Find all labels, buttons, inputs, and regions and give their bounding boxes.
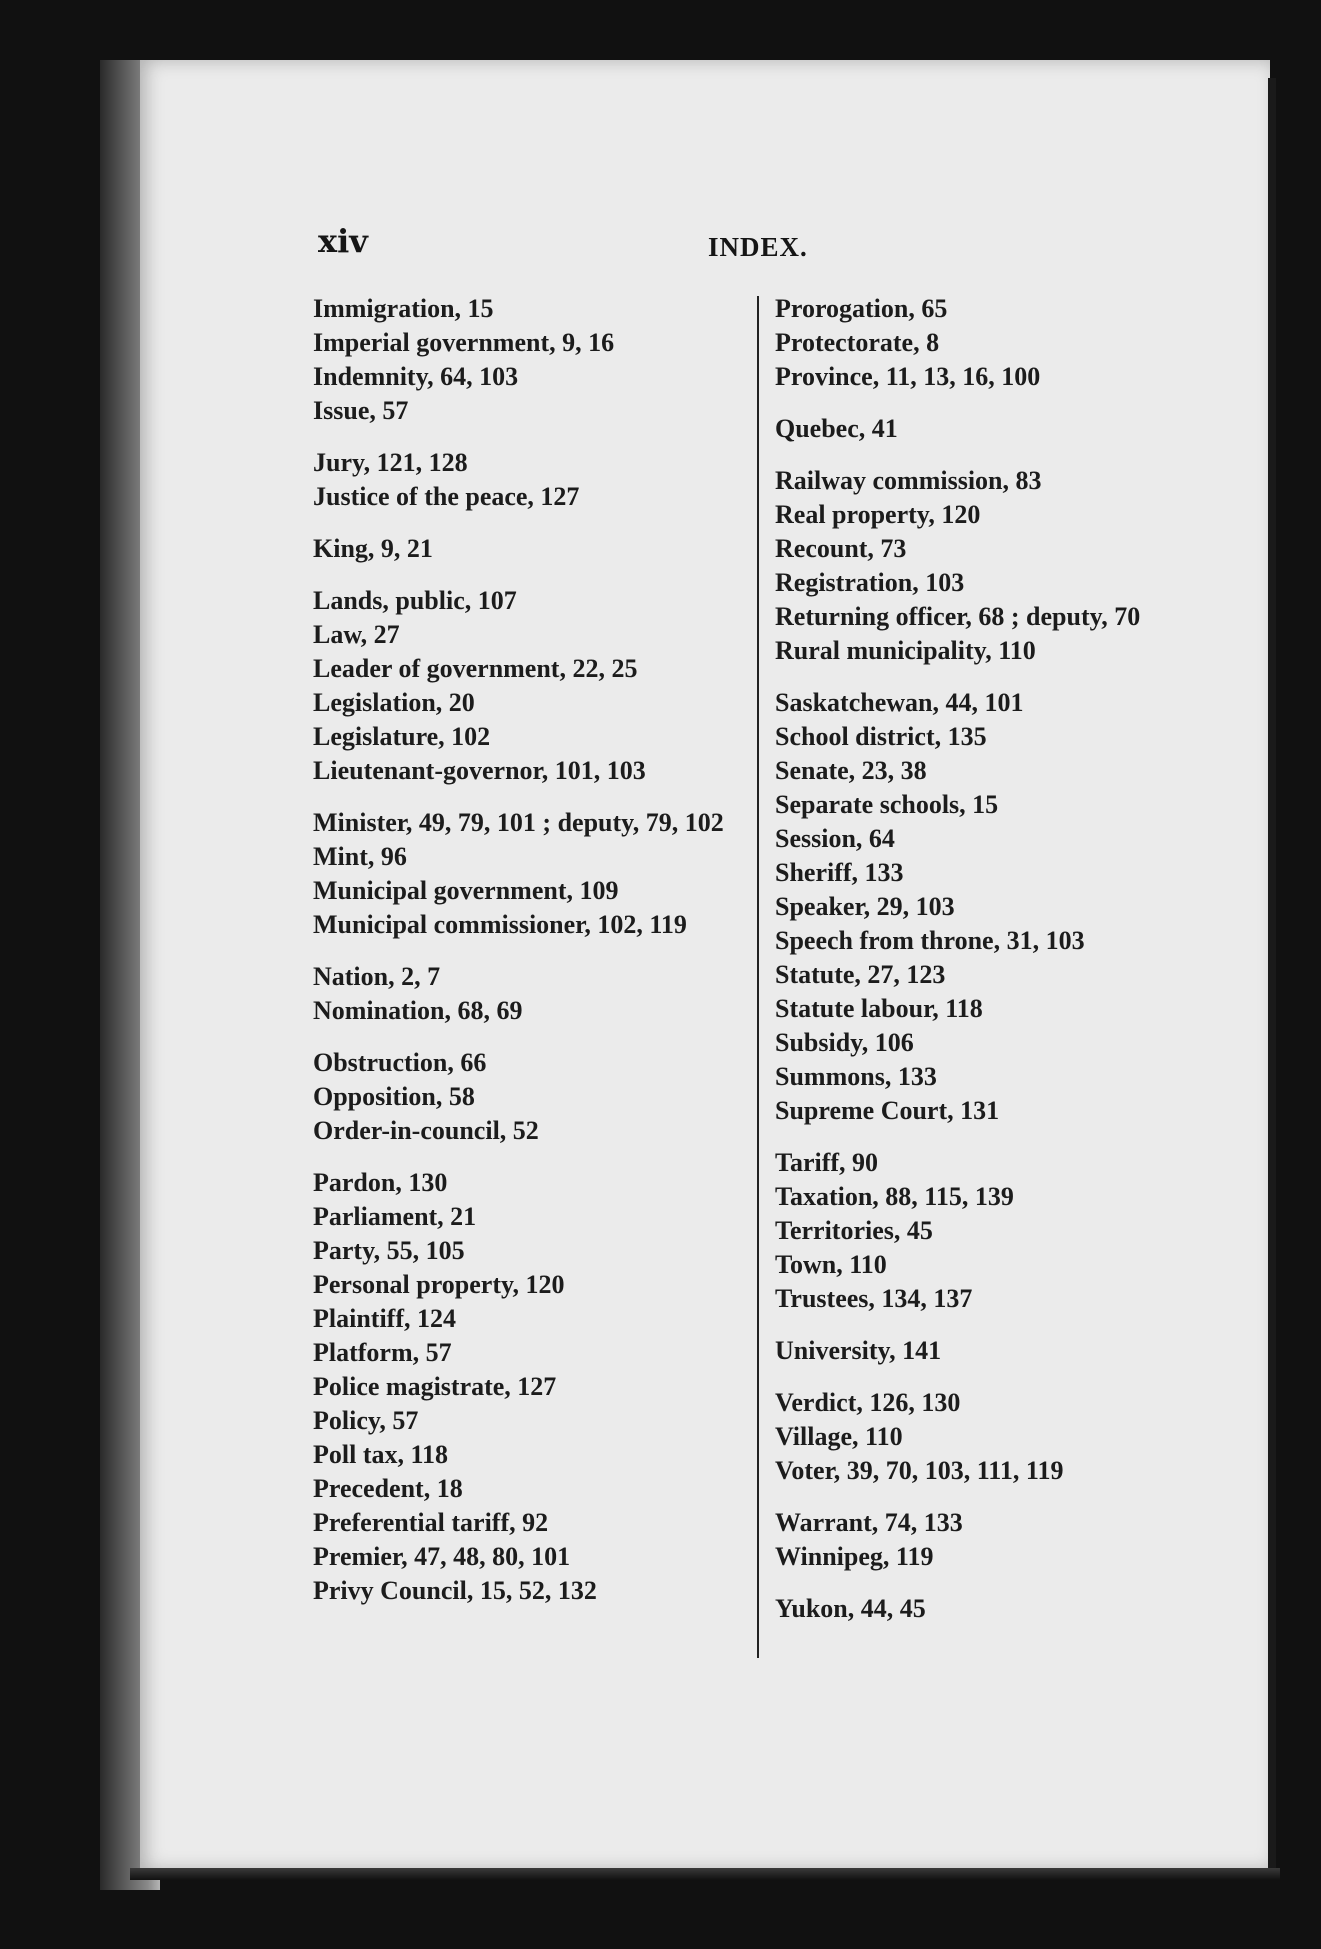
index-letter-group [313, 584, 763, 788]
index-entry: Railway commission, 83 [775, 466, 1042, 495]
index-entry: Platform, 57 [313, 1338, 452, 1367]
index-entry: Summons, 133 [775, 1062, 937, 1091]
index-entry: Lands, public, 107 [313, 586, 517, 615]
page-right-edge [1268, 78, 1276, 1868]
index-entry: Voter, 39, 70, 103, 111, 119 [775, 1456, 1064, 1485]
index-entry: Immigration, 15 [313, 294, 494, 323]
index-entry: Indemnity, 64, 103 [313, 362, 519, 391]
index-entry: Policy, 57 [313, 1406, 419, 1435]
index-entry: Separate schools, 15 [775, 790, 999, 819]
index-entry: Legislature, 102 [313, 722, 491, 751]
index-entry: Municipal government, 109 [313, 876, 619, 905]
index-entry: Subsidy, 106 [775, 1028, 914, 1057]
index-entry: Leader of government, 22, 25 [313, 654, 638, 683]
index-entry: Legislation, 20 [313, 688, 475, 717]
index-letter-group [775, 1592, 1235, 1626]
index-entry: Issue, 57 [313, 396, 409, 425]
page-number: xiv [318, 222, 368, 260]
index-entry: Poll tax, 118 [313, 1440, 449, 1469]
index-entry: Territories, 45 [775, 1216, 933, 1245]
index-letter-group [313, 446, 763, 514]
index-entry: Parliament, 21 [313, 1202, 477, 1231]
index-entry: School district, 135 [775, 722, 987, 751]
index-entry: Senate, 23, 38 [775, 756, 927, 785]
index-entry: Recount, 73 [775, 534, 907, 563]
index-entry: Speaker, 29, 103 [775, 892, 955, 921]
index-entry: King, 9, 21 [313, 534, 433, 563]
index-entry: Preferential tariff, 92 [313, 1508, 549, 1537]
index-entry: Yukon, 44, 45 [775, 1594, 926, 1623]
index-entry: Real property, 120 [775, 500, 981, 529]
index-entry: Jury, 121, 128 [313, 448, 468, 477]
index-letter-group [775, 1386, 1235, 1488]
index-entry: Trustees, 134, 137 [775, 1284, 973, 1313]
index-column-left [313, 292, 763, 1626]
index-letter-group [313, 806, 763, 942]
index-entry: Privy Council, 15, 52, 132 [313, 1576, 597, 1605]
index-letter-group [775, 292, 1235, 394]
index-letter-group [775, 412, 1235, 446]
index-entry: Plaintiff, 124 [313, 1304, 456, 1333]
index-entry: Province, 11, 13, 16, 100 [775, 362, 1041, 391]
index-entry: Precedent, 18 [313, 1474, 463, 1503]
index-entry: Supreme Court, 131 [775, 1096, 1000, 1125]
index-letter-group [775, 686, 1235, 1128]
page-bottom-shadow [130, 1868, 1280, 1880]
index-entry: Minister, 49, 79, 101 ; deputy, 79, 102 [313, 808, 724, 837]
index-entry: Winnipeg, 119 [775, 1542, 934, 1571]
index-entry: Speech from throne, 31, 103 [775, 926, 1085, 955]
index-entry: Pardon, 130 [313, 1168, 448, 1197]
index-entry: Premier, 47, 48, 80, 101 [313, 1542, 571, 1571]
index-entry: Prorogation, 65 [775, 294, 948, 323]
index-entry: Lieutenant-governor, 101, 103 [313, 756, 646, 785]
index-entry: Returning officer, 68 ; deputy, 70 [775, 602, 1141, 631]
index-entry: Warrant, 74, 133 [775, 1508, 963, 1537]
index-letter-group [775, 1146, 1235, 1316]
index-letter-group [775, 464, 1235, 668]
index-entry: Tariff, 90 [775, 1148, 879, 1177]
index-entry: Town, 110 [775, 1250, 887, 1279]
index-letter-group [775, 1506, 1235, 1574]
index-entry: Imperial government, 9, 16 [313, 328, 615, 357]
index-entry: Sheriff, 133 [775, 858, 904, 887]
index-entry: Nation, 2, 7 [313, 962, 441, 991]
index-entry: Municipal commissioner, 102, 119 [313, 910, 687, 939]
index-letter-group [313, 532, 763, 566]
running-head [318, 222, 958, 266]
index-entry: Police magistrate, 127 [313, 1372, 557, 1401]
index-entry: Village, 110 [775, 1422, 903, 1451]
index-letter-group [313, 292, 763, 428]
index-entry: Rural municipality, 110 [775, 636, 1036, 665]
index-entry: Personal property, 120 [313, 1270, 565, 1299]
index-entry: Statute labour, 118 [775, 994, 983, 1023]
index-letter-group [313, 960, 763, 1028]
index-entry: Nomination, 68, 69 [313, 996, 523, 1025]
index-entry: Order-in-council, 52 [313, 1116, 539, 1145]
index-entry: Verdict, 126, 130 [775, 1388, 961, 1417]
index-letter-group [775, 1334, 1235, 1368]
index-entry: Session, 64 [775, 824, 895, 853]
index-entry: Obstruction, 66 [313, 1048, 487, 1077]
index-entry: Opposition, 58 [313, 1082, 475, 1111]
column-divider [757, 296, 759, 1658]
index-entry: University, 141 [775, 1336, 942, 1365]
index-entry: Statute, 27, 123 [775, 960, 946, 989]
index-entry: Law, 27 [313, 620, 400, 649]
index-entry: Taxation, 88, 115, 139 [775, 1182, 1014, 1211]
index-entry: Quebec, 41 [775, 414, 898, 443]
index-entry: Party, 55, 105 [313, 1236, 465, 1265]
index-letter-group [313, 1166, 763, 1608]
index-letter-group [313, 1046, 763, 1148]
index-entry: Protectorate, 8 [775, 328, 940, 357]
index-entry: Registration, 103 [775, 568, 965, 597]
index-entry: Justice of the peace, 127 [313, 482, 580, 511]
index-column-right [775, 292, 1235, 1644]
index-entry: Saskatchewan, 44, 101 [775, 688, 1024, 717]
index-entry: Mint, 96 [313, 842, 407, 871]
page-title: INDEX. [708, 232, 808, 262]
